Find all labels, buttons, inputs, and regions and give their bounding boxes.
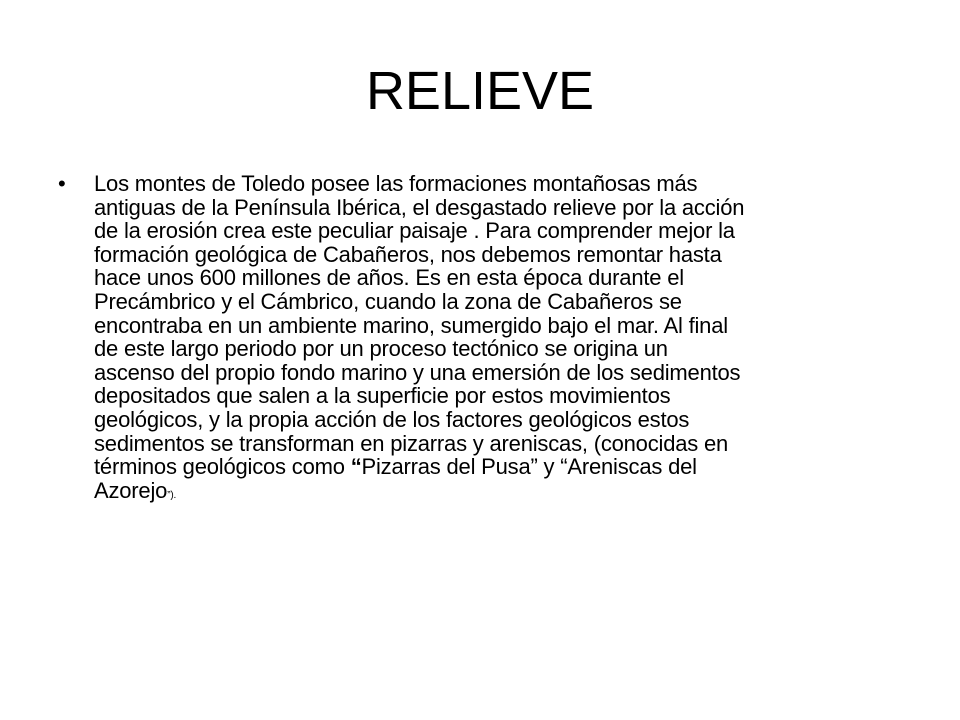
- bullet-list: [58, 172, 920, 507]
- bullet-icon: •: [58, 171, 66, 196]
- closing-punctuation: ”).: [167, 489, 177, 501]
- paragraph-line: ascenso del propio fondo marino y una emersión de los sedimentos: [94, 359, 741, 385]
- line-13-prefix: términos geológicos como: [94, 454, 351, 480]
- paragraph-line: Los montes de Toledo posee las formaciones montañosas más: [94, 171, 698, 196]
- paragraph-line-13: [94, 455, 920, 479]
- paragraph-line: encontraba en un ambiente marino, sumergido bajo el mar. Al final: [94, 312, 728, 338]
- paragraph-line: sedimentos se transforman en pizarras y areniscas, (conocidas en: [94, 430, 729, 456]
- paragraph-line: formación geológica de Cabañeros, nos debemos remontar hasta: [94, 241, 722, 267]
- paragraph-line: hace unos 600 millones de años. Es en esta época durante el: [94, 265, 684, 291]
- paragraph-line: geológicos, y la propia acción de los factores geológicos estos: [94, 406, 690, 432]
- line-13-rest: Pizarras del Pusa” y “Areniscas del: [361, 454, 697, 480]
- line-14-text: Azorejo: [94, 477, 168, 503]
- paragraph-line: antiguas de la Península Ibérica, el desgastado relieve por la acción: [94, 194, 745, 220]
- paragraph-line-14: [94, 479, 920, 508]
- paragraph-line: de este largo periodo por un proceso tectónico se origina un: [94, 336, 668, 362]
- bullet-item: [58, 172, 920, 507]
- slide-title: RELIEVE: [365, 61, 595, 121]
- paragraph-line: de la erosión crea este peculiar paisaje . Para comprender mejor la: [94, 218, 735, 244]
- open-quote-mark: “: [350, 454, 362, 480]
- paragraph-line: depositados que salen a la superficie por estos movimientos: [94, 383, 671, 409]
- paragraph-line: Precámbrico y el Cámbrico, cuando la zona de Cabañeros se: [94, 288, 682, 314]
